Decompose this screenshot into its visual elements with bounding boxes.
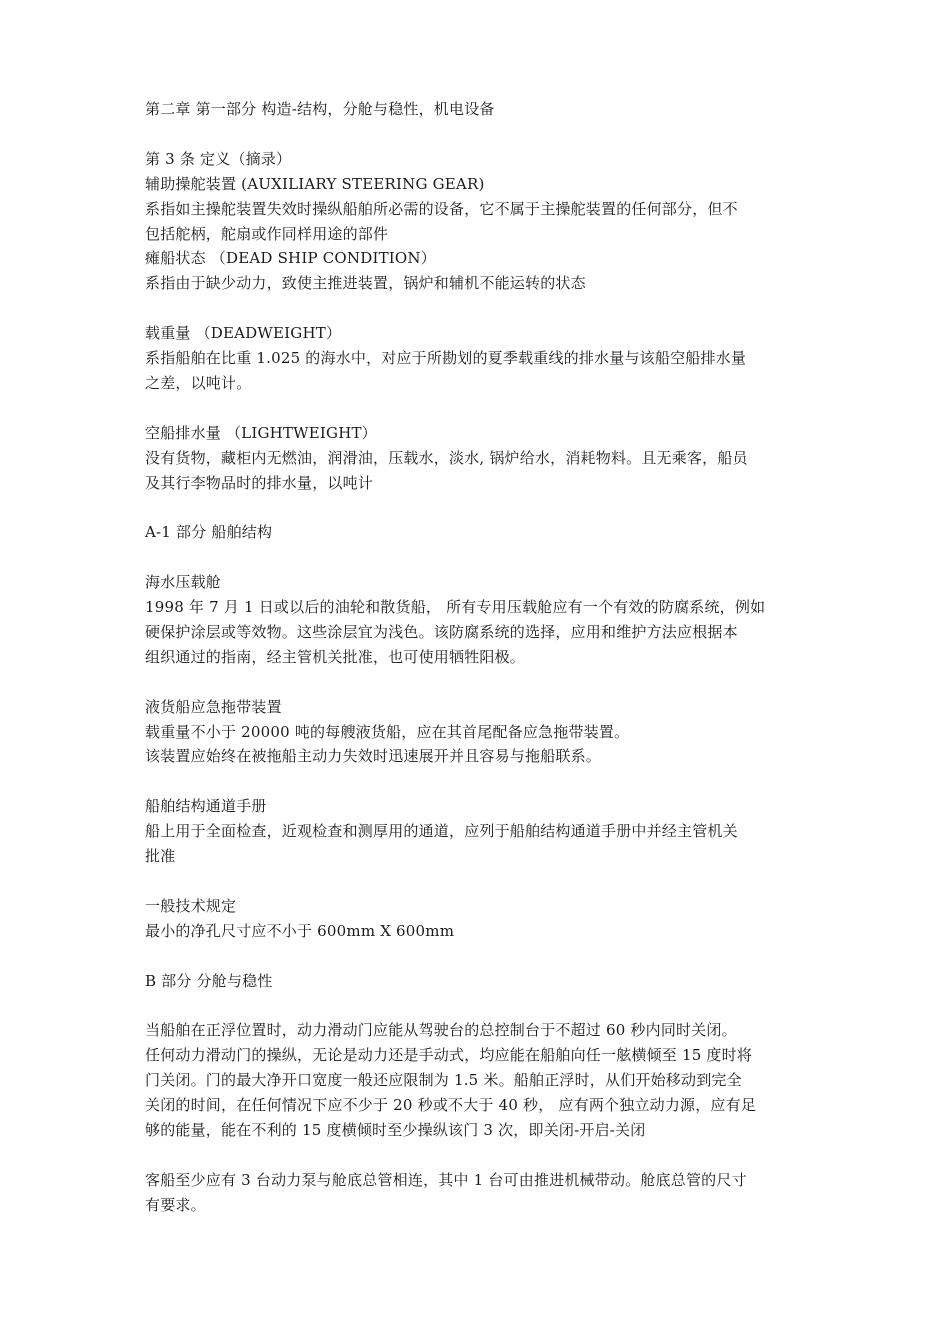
definition-line: 没有货物，藏柜内无燃油，润滑油，压载水，淡水, 锅炉给水，消耗物料。且无乘客，船员 [145,448,748,467]
term-deadweight: 载重量 （DEADWEIGHT） [145,324,342,343]
blank-line [145,670,810,695]
paragraph-line: 批准 [145,847,176,866]
paragraph-line: 最小的净孔尺寸应不小于 600mm X 600mm [145,921,455,940]
paragraph-line: 客船至少应有 3 台动力泵与舱底总管相连，其中 1 台可由推进机械带动。舱底总管的尺寸 [145,1170,747,1189]
blank-line [145,869,810,894]
paragraph-line: 任何动力滑动门的操纵，无论是动力还是手动式，均应能在船舶向任一舷横倾至 15 度时将 [145,1046,753,1065]
subsection-heading: 液货船应急拖带装置 [145,697,282,716]
blank-line [145,396,810,421]
definition-line: 系指由于缺少动力，致使主推进装置，锅炉和辅机不能运转的状态 [145,274,586,293]
definition-line: 之差，以吨计。 [145,373,252,392]
definition-line: 及其行李物品时的排水量，以吨计 [145,473,374,492]
subsection-heading: 一般技术规定 [145,896,237,915]
paragraph-line: 1998 年 7 月 1 日或以后的油轮和散货船， 所有专用压载舱应有一个有效的防腐系统，例如 [145,598,766,617]
subsection-heading: 海水压载舱 [145,573,222,592]
paragraph-line: 载重量不小于 20000 吨的每艘液货船，应在其首尾配备应急拖带装置。 [145,722,630,741]
paragraph-line: 组织通过的指南，经主管机关批准，也可使用牺牲阳极。 [145,647,526,666]
blank-line [145,296,810,321]
paragraph-line: 关闭的时间，在任何情况下应不少于 20 秒或不大于 40 秒， 应有两个独立动力源，应有足 [145,1096,757,1115]
definition-line: 系指如主操舵装置失效时操纵船舶所必需的设备，它不属于主操舵装置的任何部分，但不 [145,199,738,218]
paragraph-line: 该装置应始终在被拖船主动力失效时迅速展开并且容易与拖船联系。 [145,747,602,766]
paragraph-line: 有要求。 [145,1195,206,1214]
chapter-heading: 第二章 第一部分 构造-结构，分舱与稳性，机电设备 [145,100,495,118]
paragraph-line: 够的能量，能在不利的 15 度横倾时至少操纵该门 3 次，即关闭-开启-关闭 [145,1121,646,1139]
blank-line [145,993,810,1018]
subsection-heading: 船舶结构通道手册 [145,797,267,816]
paragraph-line: 当船舶在正浮位置时，动力滑动门应能从驾驶台的总控制台于不超过 60 秒内同时关闭。 [145,1021,737,1040]
paragraph-line: 船上用于全面检查，近观检查和测厚用的通道，应列于船舶结构通道手册中并经主管机关 [145,822,738,841]
term-dead-ship: 瘫船状态 （DEAD SHIP CONDITION） [145,249,436,268]
blank-line [145,944,810,969]
blank-line [145,1143,810,1168]
blank-line [145,495,810,520]
term-auxiliary-steering: 辅助操舵装置 (AUXILIARY STEERING GEAR) [145,174,485,193]
paragraph-line: 门关闭。门的最大净开口宽度一般还应限制为 1.5 米。船舶正浮时，从们开始移动到完全 [145,1071,742,1090]
blank-line [145,769,810,794]
definition-line: 包括舵柄，舵扇或作同样用途的部件 [145,224,389,243]
section-heading-a1: A-1 部分 船舶结构 [145,523,273,542]
paragraph-line: 硬保护涂层或等效物。这些涂层宜为浅色。该防腐系统的选择，应用和维护方法应根据本 [145,622,738,641]
article-heading: 第 3 条 定义（摘录） [145,149,292,168]
document-page [145,97,810,1218]
blank-line [145,122,810,147]
term-lightweight: 空船排水量 （LIGHTWEIGHT） [145,423,377,442]
blank-line [145,545,810,570]
section-heading-b: B 部分 分舱与稳性 [145,971,273,990]
definition-line: 系指船舶在比重 1.025 的海水中，对应于所勘划的夏季载重线的排水量与该船空船排水量 [145,349,747,368]
